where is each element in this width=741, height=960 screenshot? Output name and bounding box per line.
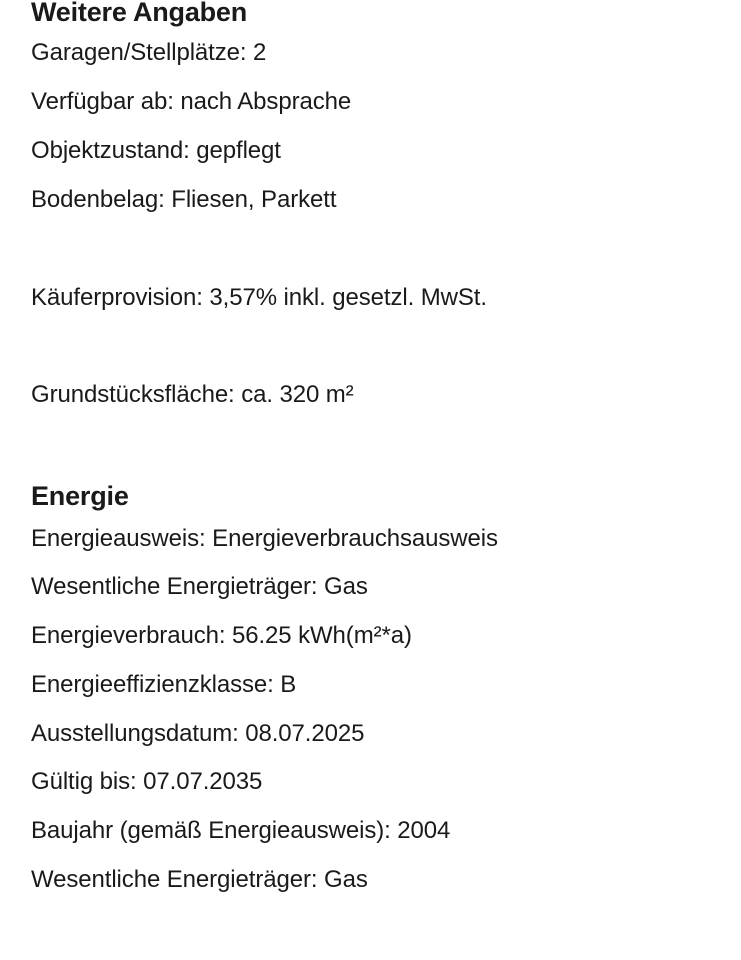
detail-kaeuferprovision: Käuferprovision: 3,57% inkl. gesetzl. MwSt. <box>31 284 487 311</box>
detail-bodenbelag: Bodenbelag: Fliesen, Parkett <box>31 186 337 213</box>
detail-garagen: Garagen/Stellplätze: 2 <box>31 39 267 66</box>
detail-grundstuecksflaeche: Grundstücksfläche: ca. 320 m² <box>31 381 354 408</box>
energy-verbrauch: Energieverbrauch: 56.25 kWh(m²*a) <box>31 622 412 649</box>
energy-gueltig-bis: Gültig bis: 07.07.2035 <box>31 768 263 795</box>
energy-effizienzklasse: Energieeffizienzklasse: B <box>31 671 297 698</box>
energy-ausstellungsdatum: Ausstellungsdatum: 08.07.2025 <box>31 720 365 747</box>
detail-verfuegbar: Verfügbar ab: nach Absprache <box>31 88 352 115</box>
section-title-weitere-angaben: Weitere Angaben <box>31 0 248 27</box>
energy-baujahr: Baujahr (gemäß Energieausweis): 2004 <box>31 817 451 844</box>
energy-ausweis: Energieausweis: Energieverbrauchsausweis <box>31 525 498 552</box>
energy-traeger-repeat: Wesentliche Energieträger: Gas <box>31 866 368 893</box>
section-title-energie: Energie <box>31 481 129 511</box>
detail-objektzustand: Objektzustand: gepflegt <box>31 137 281 164</box>
energy-traeger: Wesentliche Energieträger: Gas <box>31 573 368 600</box>
